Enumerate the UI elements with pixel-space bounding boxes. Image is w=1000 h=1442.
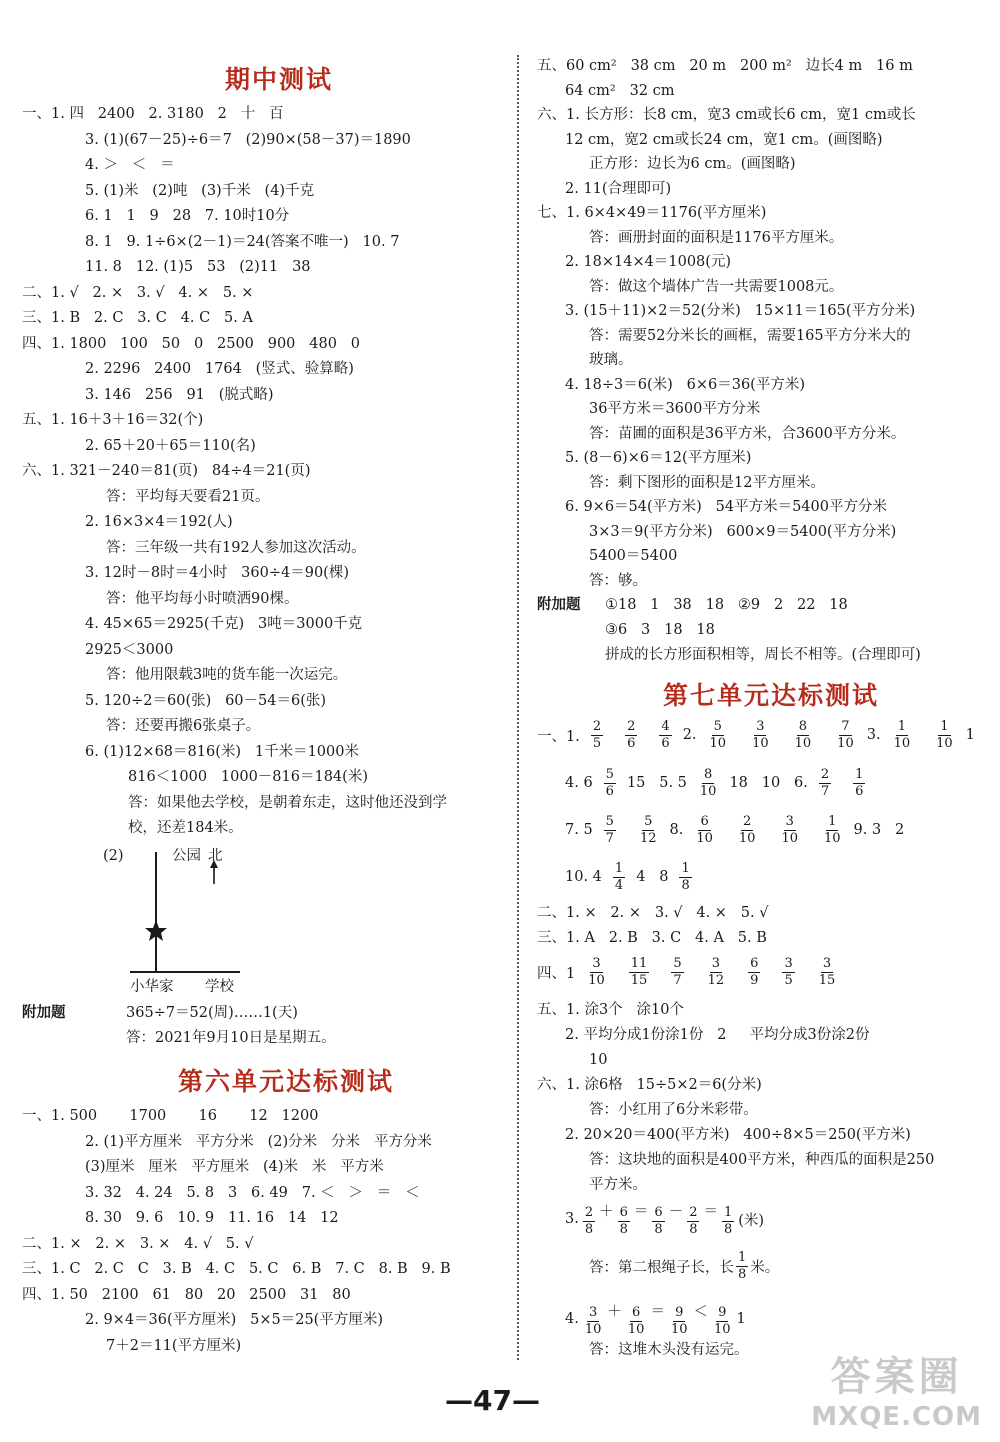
unit6-line: 一、1. 500 1700 16 12 1200 [22, 1108, 319, 1124]
midterm-line: 816＜1000 1000－816＝184(米) [128, 769, 368, 785]
fraction: $\frac{5}{7}$ [605, 814, 614, 846]
u7-six3a-pre: 答：第二根绳子长，长 [589, 1260, 734, 1276]
map-north-label: 北 [208, 848, 223, 864]
midterm-line: 6. (1)12×68＝816(米) 1千米＝1000米 [85, 743, 359, 760]
midterm-line: 2. 2296 2400 1764 (竖式、验算略) [85, 361, 354, 377]
fraction: $\frac{6}{8}$ [654, 1205, 663, 1237]
u7-five2a: 2. 平均分成1份涂1份 2 平均分成3份涂2份 [565, 1027, 870, 1043]
unit6c-line: 5. (8－6)×6＝12(平方厘米) [565, 450, 752, 466]
unit6-line: 四、1. 50 2100 61 80 20 2500 31 80 [22, 1286, 351, 1303]
midterm-line: 答：平均每天要看21页。 [106, 488, 270, 505]
midterm-line: 6. 1 1 9 28 7. 10时10分 [85, 208, 290, 224]
u7-r2-fracs-b [687, 766, 730, 800]
u7-r3-fracs-b [683, 813, 853, 847]
fraction: $\frac{11}{15}$ [630, 956, 648, 988]
u7-five2b: 10 [589, 1052, 608, 1068]
u7-five1: 五、1. 涂3个 涂10个 [537, 1002, 684, 1018]
unit6-title: 第六单元达标测试 [178, 1067, 395, 1096]
midterm-line: 五、1. 16＋3＋16＝32(个) [22, 412, 204, 428]
midterm-line: 一、1. 四 2400 2. 3180 2 十 百 [22, 106, 284, 122]
unit6-line: (3)厘米 厘米 平方厘米 (4)米 米 平方米 [85, 1159, 384, 1175]
fraction: $\frac{2}{8}$ [584, 1205, 594, 1237]
midterm-line: 校，还差184米。 [128, 820, 243, 836]
u7-r2-fracs-a [593, 766, 627, 800]
fraction: $\frac{8}{10}$ [699, 767, 717, 799]
operator: ＝ [650, 1304, 665, 1320]
fraction: $\frac{2}{8}$ [689, 1205, 698, 1237]
unit7-title: 第七单元达标测试 [663, 681, 880, 710]
fraction: $\frac{1}{10}$ [936, 719, 953, 751]
map-school-label: 学校 [205, 979, 234, 995]
fraction: $\frac{3}{10}$ [584, 1305, 602, 1337]
u7-r1-mid: 2. [682, 727, 697, 743]
midterm-line: 答：他用限载3吨的货车能一次运完。 [106, 667, 348, 683]
unit6-line: 7＋2＝11(平方厘米) [106, 1337, 242, 1354]
u7-r3-mid: 8. [669, 822, 684, 838]
extra-right-2: ③6 3 18 18 [605, 622, 715, 638]
u7-r3-fracs-a [593, 813, 670, 847]
fraction: $\frac{6}{8}$ [619, 1205, 628, 1237]
extra-line-1: 365÷7＝52(周)……1(天) [126, 1005, 298, 1021]
fraction: $\frac{3}{10}$ [752, 719, 769, 751]
u7-six2b: 平方米。 [589, 1177, 647, 1193]
midterm-line: 2. 16×3×4＝192(人) [85, 514, 233, 530]
u7-judge: 二、1. × 2. × 3. √ 4. × 5. √ [537, 905, 769, 921]
midterm-line: 2925＜3000 [85, 641, 174, 658]
fraction: $\frac{6}{9}$ [750, 956, 759, 988]
fraction: $\frac{3}{10}$ [588, 956, 605, 988]
unit6c-line: 5400＝5400 [589, 548, 678, 564]
midterm-line: 三、1. B 2. C 3. C 4. C 5. A [22, 310, 253, 326]
u7-r2-lead: 4. 6 [565, 775, 593, 791]
unit6c-line: 2. 18×14×4＝1008(元) [565, 254, 732, 270]
fraction: $\frac{3}{12}$ [707, 956, 725, 988]
midterm-title: 期中测试 [225, 65, 334, 94]
page-number: —47— [445, 1384, 540, 1417]
unit6c-line: 12 cm，宽2 cm或长24 cm，宽1 cm。(画图略) [565, 131, 883, 148]
map-park-label: 公园 [172, 848, 201, 864]
fraction: $\frac{2}{5}$ [592, 719, 602, 751]
operator: － [668, 1204, 684, 1220]
midterm-line: 答：还要再搬6张桌子。 [106, 718, 261, 734]
extra-right-3: 拼成的长方形面积相等，周长不相等。(合理即可) [605, 647, 921, 663]
operator: ＝ [633, 1204, 649, 1220]
u7-six3-expression [579, 1200, 738, 1238]
extra-line-2: 答：2021年9月10日是星期五。 [126, 1030, 336, 1046]
fraction: $\frac{1}{8}$ [681, 861, 690, 893]
operator: ＋ [607, 1304, 622, 1320]
midterm-line: 3. 12时－8时＝4小时 360÷4＝90(棵) [85, 565, 349, 581]
u7-choice: 三、1. A 2. B 3. C 4. A 5. B [537, 930, 767, 946]
unit6-line: 8. 30 9. 6 10. 9 11. 16 14 12 [85, 1210, 339, 1226]
midterm-line: 答：如果他去学校，是朝着东走，这时他还没到学 [128, 794, 447, 811]
u7-row3 [565, 813, 904, 847]
unit6c-line: 6. 9×6＝54(平方米) 54平方米＝5400平方分米 [565, 499, 887, 515]
u7-r2-fracs-c [808, 766, 877, 800]
extra-right-1: ①18 1 38 18 ②9 2 22 18 [605, 597, 848, 613]
u7-six3-answer [589, 1250, 779, 1283]
midterm-line: 四、1. 1800 100 50 0 2500 900 480 0 [22, 335, 360, 352]
u7-r2-mid2: 18 10 6. [729, 775, 808, 791]
u7-r3-tail: 9. 3 2 [853, 822, 905, 838]
fraction: $\frac{7}{10}$ [837, 719, 854, 751]
fraction: $\frac{2}{10}$ [738, 814, 756, 846]
fraction: $\frac{3}{15}$ [818, 956, 836, 988]
fraction: $\frac{1}{10}$ [893, 719, 911, 751]
unit6c-line: 答：够。 [589, 572, 647, 589]
fraction: $\frac{3}{5}$ [784, 956, 793, 988]
u7-r4-fracs-a [602, 860, 636, 894]
unit6c-line: 五、60 cm² 38 cm 20 m 200 m² 边长4 m 16 m [537, 58, 913, 74]
fraction: $\frac{1}{8}$ [723, 1205, 733, 1237]
unit6c-line: 答：做这个墙体广告一共需要1008元。 [589, 278, 844, 295]
u7-r4-mid: 4 8 [636, 869, 669, 885]
u7-six3-lead: 3. [565, 1211, 579, 1227]
u7-six3a-frac: $\frac{1}{8}$ [738, 1250, 747, 1282]
u7-r4-lead: 10. 4 [565, 869, 602, 885]
unit6c-line: 36平方米＝3600平方分米 [589, 401, 761, 417]
fraction: $\frac{9}{10}$ [713, 1305, 731, 1337]
u7-six4a: 答：这堆木头没有运完。 [589, 1342, 749, 1358]
unit6c-line: 2. 11(合理即可) [565, 180, 672, 197]
watermark-logo: 答案圈 MXQE.COM [811, 1354, 982, 1432]
fraction: $\frac{1}{6}$ [855, 767, 864, 799]
unit6c-line: 3. (15＋11)×2＝52(分米) 15×11＝165(平方分米) [565, 303, 916, 319]
fraction: $\frac{2}{7}$ [820, 767, 830, 799]
unit6c-line: 答：画册封面的面积是1176平方厘米。 [589, 229, 844, 246]
u7-six2: 2. 20×20＝400(平方米) 400÷8×5＝250(平方米) [565, 1127, 911, 1143]
fraction: $\frac{6}{10}$ [696, 814, 713, 846]
unit6-line: 2. (1)平方厘米 平方分米 (2)分米 分米 平方分米 [85, 1133, 432, 1150]
u7-r4-fracs-b [668, 860, 702, 894]
unit6c-line: 玻璃。 [589, 352, 633, 368]
u7-six2a: 答：这块地的面积是400平方米，种西瓜的面积是250 [589, 1152, 935, 1168]
unit6c-line: 64 cm² 32 cm [565, 82, 675, 99]
midterm-line: 4. ＞ ＜ ＝ [85, 157, 175, 173]
fraction: $\frac{1}{10}$ [823, 814, 841, 846]
u7-six4-tail: 1 [736, 1311, 746, 1327]
extra-label-left: 附加题 [22, 1005, 66, 1021]
u7-r1-fracs-a [580, 718, 683, 752]
operator: ＜ [693, 1304, 708, 1320]
unit6c-line: 正方形：边长为6 cm。(画图略) [589, 156, 796, 172]
u7-r1-fracs-b [697, 718, 867, 752]
u7-row5 [537, 955, 848, 989]
unit6c-line: 3×3＝9(平方分米) 600×9＝5400(平方分米) [589, 523, 897, 540]
map-part-label: (2) [103, 848, 124, 864]
midterm-line: 二、1. √ 2. × 3. √ 4. × 5. × [22, 284, 254, 301]
midterm-line: 3. 146 256 91 (脱式略) [85, 386, 274, 403]
fraction: $\frac{1}{4}$ [614, 861, 624, 893]
u7-r1-mid2: 3. [866, 727, 881, 743]
fraction: $\frac{5}{6}$ [605, 767, 614, 799]
unit6c-line: 七、1. 6×4×49＝1176(平方厘米) [537, 205, 767, 221]
fraction: $\frac{5}{7}$ [673, 956, 682, 988]
unit6-line: 2. 9×4＝36(平方厘米) 5×5＝25(平方厘米) [85, 1312, 383, 1328]
fraction: $\frac{6}{10}$ [627, 1305, 645, 1337]
midterm-line: 3. (1)(67－25)÷6＝7 (2)90×(58－37)＝1890 [85, 131, 411, 148]
unit6c-line: 六、1. 长方形：长8 cm，宽3 cm或长6 cm，宽1 cm或长 [537, 107, 916, 123]
midterm-line: 4. 45×65＝2925(千克) 3吨＝3000千克 [85, 616, 363, 632]
fraction: $\frac{9}{10}$ [670, 1305, 688, 1337]
u7-six3a-post: 米。 [750, 1260, 780, 1276]
unit6c-line: 答：苗圃的面积是36平方米，合3600平方分米。 [589, 425, 906, 442]
extra-label-right: 附加题 [537, 597, 581, 613]
fraction: $\frac{4}{6}$ [661, 719, 670, 751]
column-divider [517, 55, 519, 1360]
midterm-line: 5. 120÷2＝60(张) 60－54＝6(张) [85, 692, 327, 709]
fraction: $\frac{2}{6}$ [627, 719, 636, 751]
u7-row4 [565, 860, 703, 894]
unit6-line: 三、1. C 2. C C 3. B 4. C 5. C 6. B 7. C 8. B 9. B [22, 1261, 451, 1277]
u7-six1a: 答：小红用了6分米彩带。 [589, 1102, 758, 1118]
u7-six4-eq [565, 1300, 746, 1338]
u7-six4-expression [579, 1300, 737, 1338]
u7-r1-tail: 1 [965, 727, 975, 743]
unit6c-line: 4. 18÷3＝6(米) 6×6＝36(平方米) [565, 376, 805, 393]
u7-six4-lead: 4. [565, 1311, 579, 1327]
fraction: $\frac{8}{10}$ [794, 719, 812, 751]
midterm-line: 答：三年级一共有192人参加这次活动。 [106, 539, 366, 556]
midterm-line: 5. (1)米 (2)吨 (3)千米 (4)千克 [85, 182, 315, 199]
u7-r1-lead: 一、1. [537, 728, 580, 745]
fraction: $\frac{3}{10}$ [781, 814, 798, 846]
midterm-line: 8. 1 9. 1÷6×(2－1)＝24(答案不唯一) 10. 7 [85, 233, 400, 250]
u7-r5-lead: 四、1 [537, 965, 576, 982]
u7-six1: 六、1. 涂6格 15÷5×2＝6(分米) [537, 1077, 762, 1093]
operator: ＋ [599, 1204, 614, 1220]
midterm-line: 答：他平均每小时喷洒90棵。 [106, 590, 299, 607]
unit6c-line: 答：剩下图形的面积是12平方厘米。 [589, 474, 825, 491]
u7-row2 [565, 766, 876, 800]
u7-six3-eq [565, 1200, 764, 1238]
map-home-label: 小华家 [130, 979, 174, 995]
midterm-line: 11. 8 12. (1)5 53 (2)11 38 [85, 259, 311, 275]
u7-r2-mid: 15 5. 5 [626, 775, 687, 791]
fraction: $\frac{5}{10}$ [709, 719, 727, 751]
u7-six3-unit: (米) [738, 1212, 765, 1229]
u7-row1 [537, 718, 975, 752]
unit6-line: 二、1. × 2. × 3. × 4. √ 5. √ [22, 1235, 254, 1252]
midterm-line: 2. 65＋20＋65＝110(名) [85, 437, 256, 454]
midterm-line: 六、1. 321－240＝81(页) 84÷4＝21(页) [22, 463, 311, 479]
u7-r5-fracs [575, 955, 848, 989]
operator: ＝ [703, 1204, 718, 1220]
u7-r1-fracs-c [881, 718, 966, 752]
u7-r3-lead: 7. 5 [565, 822, 593, 838]
unit6-line: 3. 32 4. 24 5. 8 3 6. 49 7. ＜ ＞ ＝ ＜ [85, 1184, 420, 1201]
unit6c-line: 答：需要52分米长的画框，需要165平方分米大的 [589, 327, 911, 344]
fraction: $\frac{5}{12}$ [639, 814, 657, 846]
